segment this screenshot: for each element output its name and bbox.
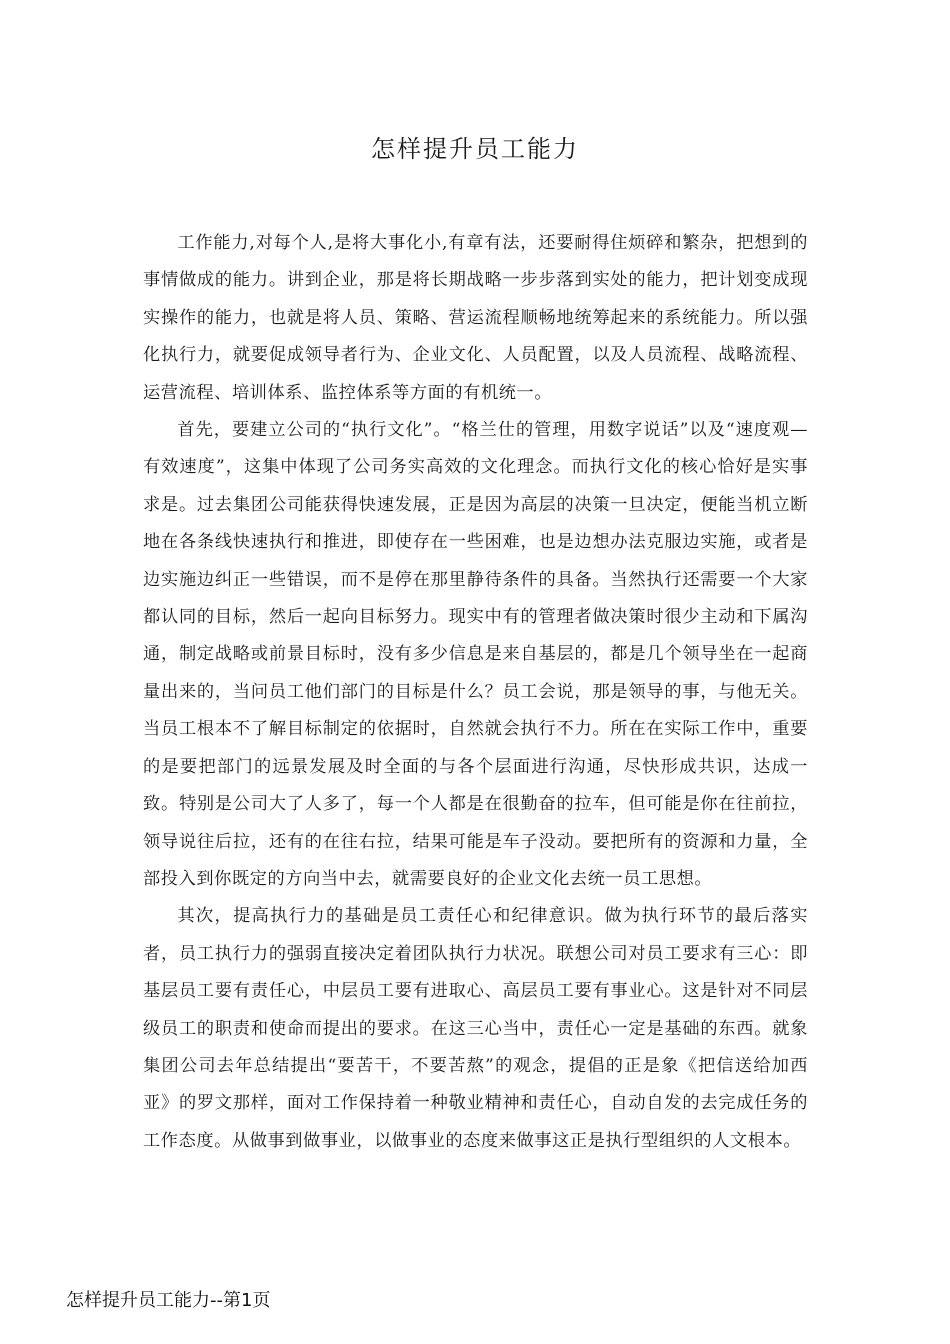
paragraph-2: 首先，要建立公司的“执行文化”。“格兰仕的管理，用数字说话”以及“速度观—有效速度”，这集中体现了公司务实高效的文化理念。而执行文化的核心恰好是实事求是。过去集团公司能获得快速发展，正是因为高层的决策一旦决定，便能当机立断地在各条线快速执行和推进，即使存在一些困难，也是边想办法克服边实施，或者是边实施边纠正一些错误，而不是停在那里静待条件的具备。当然执行还需要一个大家都认同的目标，然后一起向目标努力。现实中有的管理者做决策时很少主动和下属沟通，制定战略或前景目标时，没有多少信息是来自基层的，都是几个领导坐在一起商量出来的，当问员工他们部门的目标是什么？员工会说，那是领导的事，与他无关。当员工根本不了解目标制定的依据时，自然就会执行不力。所在在实际工作中，重要的是要把部门的远景发展及时全面的与各个层面进行沟通，尽快形成共识，达成一致。特别是公司大了人多了，每一个人都是在很勤奋的拉车，但可能是你在往前拉，领导说往后拉，还有的在往右拉，结果可能是车子没动。要把所有的资源和力量，全部投入到你既定的方向当中去，就需要良好的企业文化去统一员工思想。 bbox=[143, 420, 808, 889]
paragraph-1: 工作能力,对每个人,是将大事化小,有章有法，还要耐得住烦碎和繁杂，把想到的事情做成的能力。讲到企业，那是将长期战略一步步落到实处的能力，把计划变成现实操作的能力，也就是将人员、策略、营运流程顺畅地统筹起来的系统能力。所以强化执行力，就要促成领导者行为、企业文化、人员配置，以及人员流程、战略流程、运营流程、培训体系、监控体系等方面的有机统一。 bbox=[143, 233, 808, 403]
paragraph-3: 其次，提高执行力的基础是员工责任心和纪律意识。做为执行环节的最后落实者，员工执行力的强弱直接决定着团队执行力状况。联想公司对员工要求有三心：即基层员工要有责任心，中层员工要有进取心、高层员工要有事业心。这是针对不同层级员工的职责和使命而提出的要求。在这三心当中，责任心一定是基础的东西。就象集团公司去年总结提出“要苦干，不要苦熬”的观念，提倡的正是象《把信送给加西亚》的罗文那样，面对工作保持着一种敬业精神和责任心，自动自发的去完成任务的工作态度。从做事到做事业，以做事业的态度来做事这正是执行型组织的人文根本。 bbox=[143, 906, 808, 1151]
document-body bbox=[143, 225, 808, 1160]
page-title: 怎样提升员工能力 bbox=[371, 135, 579, 163]
page-footer: 怎样提升员工能力--第1页 bbox=[66, 1290, 271, 1311]
